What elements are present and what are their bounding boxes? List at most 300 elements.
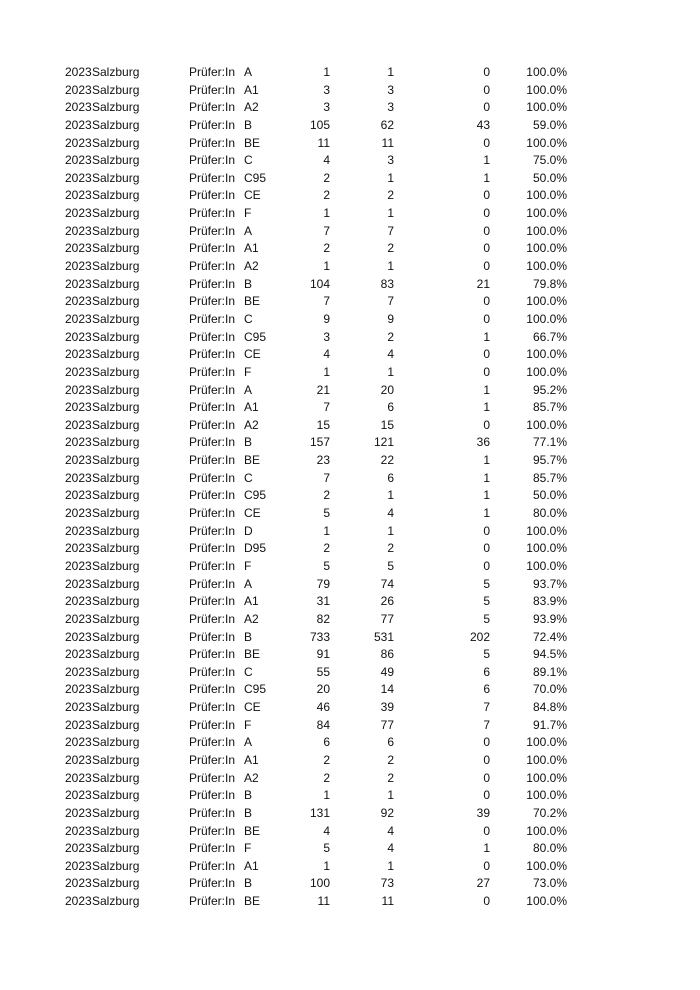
passed-cell: 1	[387, 170, 394, 185]
year-cell: 2023	[65, 188, 92, 203]
table-row	[0, 540, 700, 558]
license-class-cell: A	[244, 223, 253, 238]
table-row	[0, 293, 700, 311]
table-row	[0, 593, 700, 611]
role-cell: Prüfer:In	[189, 664, 236, 679]
year-cell: 2023	[65, 347, 92, 362]
license-class-cell: B	[244, 117, 253, 132]
role-cell: Prüfer:In	[189, 488, 236, 503]
total-cell: 2	[323, 170, 330, 185]
city-cell: Salzburg	[92, 311, 140, 326]
total-cell: 31	[316, 594, 330, 609]
passed-cell: 4	[387, 823, 394, 838]
city-cell: Salzburg	[92, 329, 140, 344]
passed-cell: 49	[380, 664, 394, 679]
table-row	[0, 258, 700, 276]
table-row	[0, 681, 700, 699]
pass-rate-cell: 100.0%	[526, 558, 567, 573]
total-cell: 79	[316, 576, 330, 591]
role-cell: Prüfer:In	[189, 558, 236, 573]
role-cell: Prüfer:In	[189, 541, 236, 556]
failed-cell: 5	[483, 594, 490, 609]
failed-cell: 7	[483, 700, 490, 715]
failed-cell: 0	[483, 523, 490, 538]
role-cell: Prüfer:In	[189, 611, 236, 626]
pass-rate-cell: 77.1%	[532, 435, 567, 450]
license-class-cell: CE	[244, 700, 261, 715]
failed-cell: 202	[469, 629, 490, 644]
year-cell: 2023	[65, 329, 92, 344]
passed-cell: 86	[380, 647, 394, 662]
failed-cell: 27	[476, 876, 490, 891]
passed-cell: 4	[387, 347, 394, 362]
pass-rate-cell: 79.8%	[532, 276, 567, 291]
city-cell: Salzburg	[92, 752, 140, 767]
license-class-cell: BE	[244, 294, 261, 309]
table-row	[0, 64, 700, 82]
year-cell: 2023	[65, 770, 92, 785]
failed-cell: 43	[476, 117, 490, 132]
license-class-cell: A2	[244, 611, 259, 626]
failed-cell: 1	[483, 170, 490, 185]
pass-rate-cell: 100.0%	[526, 894, 567, 909]
license-class-cell: B	[244, 805, 253, 820]
role-cell: Prüfer:In	[189, 594, 236, 609]
city-cell: Salzburg	[92, 82, 140, 97]
role-cell: Prüfer:In	[189, 188, 236, 203]
role-cell: Prüfer:In	[189, 364, 236, 379]
total-cell: 2	[323, 241, 330, 256]
table-row	[0, 893, 700, 911]
total-cell: 7	[323, 223, 330, 238]
total-cell: 3	[323, 82, 330, 97]
role-cell: Prüfer:In	[189, 805, 236, 820]
passed-cell: 1	[387, 488, 394, 503]
passed-cell: 531	[373, 629, 394, 644]
table-row	[0, 875, 700, 893]
pass-rate-cell: 100.0%	[526, 135, 567, 150]
role-cell: Prüfer:In	[189, 82, 236, 97]
failed-cell: 0	[483, 82, 490, 97]
city-cell: Salzburg	[92, 206, 140, 221]
city-cell: Salzburg	[92, 470, 140, 485]
year-cell: 2023	[65, 823, 92, 838]
role-cell: Prüfer:In	[189, 135, 236, 150]
city-cell: Salzburg	[92, 594, 140, 609]
pass-rate-cell: 100.0%	[526, 241, 567, 256]
year-cell: 2023	[65, 259, 92, 274]
pass-rate-cell: 66.7%	[532, 329, 567, 344]
passed-cell: 15	[380, 417, 394, 432]
license-class-cell: B	[244, 876, 253, 891]
total-cell: 1	[323, 259, 330, 274]
city-cell: Salzburg	[92, 576, 140, 591]
failed-cell: 0	[483, 241, 490, 256]
license-class-cell: A2	[244, 100, 259, 115]
table-row	[0, 434, 700, 452]
failed-cell: 1	[483, 841, 490, 856]
year-cell: 2023	[65, 629, 92, 644]
passed-cell: 1	[387, 65, 394, 79]
year-cell: 2023	[65, 506, 92, 521]
passed-cell: 1	[387, 259, 394, 274]
city-cell: Salzburg	[92, 541, 140, 556]
pass-rate-cell: 100.0%	[526, 735, 567, 750]
pass-rate-cell: 100.0%	[526, 858, 567, 873]
failed-cell: 0	[483, 752, 490, 767]
license-class-cell: A	[244, 65, 253, 79]
failed-cell: 0	[483, 894, 490, 909]
table-row	[0, 364, 700, 382]
table-row	[0, 152, 700, 170]
role-cell: Prüfer:In	[189, 717, 236, 732]
year-cell: 2023	[65, 523, 92, 538]
license-class-cell: A1	[244, 594, 259, 609]
total-cell: 82	[316, 611, 330, 626]
license-class-cell: B	[244, 435, 253, 450]
license-class-cell: CE	[244, 506, 261, 521]
year-cell: 2023	[65, 153, 92, 168]
total-cell: 20	[316, 682, 330, 697]
pass-rate-cell: 100.0%	[526, 294, 567, 309]
failed-cell: 0	[483, 65, 490, 79]
city-cell: Salzburg	[92, 382, 140, 397]
pass-rate-cell: 85.7%	[532, 400, 567, 415]
failed-cell: 21	[476, 276, 490, 291]
year-cell: 2023	[65, 82, 92, 97]
year-cell: 2023	[65, 453, 92, 468]
passed-cell: 1	[387, 364, 394, 379]
failed-cell: 0	[483, 206, 490, 221]
total-cell: 4	[323, 153, 330, 168]
failed-cell: 0	[483, 135, 490, 150]
license-class-cell: A1	[244, 858, 259, 873]
city-cell: Salzburg	[92, 117, 140, 132]
year-cell: 2023	[65, 170, 92, 185]
table-row	[0, 505, 700, 523]
table-row	[0, 646, 700, 664]
license-class-cell: F	[244, 364, 252, 379]
failed-cell: 0	[483, 823, 490, 838]
year-cell: 2023	[65, 717, 92, 732]
role-cell: Prüfer:In	[189, 523, 236, 538]
table-row	[0, 135, 700, 153]
license-class-cell: A1	[244, 752, 259, 767]
role-cell: Prüfer:In	[189, 506, 236, 521]
failed-cell: 1	[483, 506, 490, 521]
pass-rate-cell: 50.0%	[532, 488, 567, 503]
pass-rate-cell: 100.0%	[526, 417, 567, 432]
total-cell: 7	[323, 470, 330, 485]
city-cell: Salzburg	[92, 770, 140, 785]
passed-cell: 6	[387, 735, 394, 750]
year-cell: 2023	[65, 735, 92, 750]
total-cell: 2	[323, 541, 330, 556]
city-cell: Salzburg	[92, 611, 140, 626]
role-cell: Prüfer:In	[189, 841, 236, 856]
failed-cell: 0	[483, 735, 490, 750]
passed-cell: 2	[387, 241, 394, 256]
passed-cell: 83	[380, 276, 394, 291]
year-cell: 2023	[65, 65, 92, 79]
city-cell: Salzburg	[92, 453, 140, 468]
year-cell: 2023	[65, 894, 92, 909]
license-class-cell: F	[244, 558, 252, 573]
city-cell: Salzburg	[92, 506, 140, 521]
failed-cell: 6	[483, 682, 490, 697]
pass-rate-cell: 100.0%	[526, 206, 567, 221]
passed-cell: 73	[380, 876, 394, 891]
failed-cell: 0	[483, 364, 490, 379]
year-cell: 2023	[65, 294, 92, 309]
pass-rate-cell: 72.4%	[532, 629, 567, 644]
pass-rate-cell: 91.7%	[532, 717, 567, 732]
year-cell: 2023	[65, 611, 92, 626]
passed-cell: 3	[387, 82, 394, 97]
license-class-cell: BE	[244, 823, 261, 838]
total-cell: 1	[323, 65, 330, 79]
city-cell: Salzburg	[92, 788, 140, 803]
role-cell: Prüfer:In	[189, 858, 236, 873]
role-cell: Prüfer:In	[189, 700, 236, 715]
license-class-cell: BE	[244, 647, 261, 662]
table-row	[0, 470, 700, 488]
table-row	[0, 840, 700, 858]
passed-cell: 4	[387, 506, 394, 521]
license-class-cell: B	[244, 788, 253, 803]
passed-cell: 6	[387, 470, 394, 485]
license-class-cell: BE	[244, 894, 261, 909]
city-cell: Salzburg	[92, 188, 140, 203]
total-cell: 2	[323, 752, 330, 767]
total-cell: 157	[309, 435, 330, 450]
city-cell: Salzburg	[92, 717, 140, 732]
year-cell: 2023	[65, 276, 92, 291]
year-cell: 2023	[65, 488, 92, 503]
year-cell: 2023	[65, 470, 92, 485]
failed-cell: 0	[483, 223, 490, 238]
year-cell: 2023	[65, 752, 92, 767]
license-class-cell: D	[244, 523, 253, 538]
year-cell: 2023	[65, 400, 92, 415]
total-cell: 3	[323, 329, 330, 344]
year-cell: 2023	[65, 364, 92, 379]
city-cell: Salzburg	[92, 100, 140, 115]
passed-cell: 74	[380, 576, 394, 591]
passed-cell: 14	[380, 682, 394, 697]
table-row	[0, 629, 700, 647]
pass-rate-cell: 100.0%	[526, 65, 567, 79]
year-cell: 2023	[65, 576, 92, 591]
city-cell: Salzburg	[92, 241, 140, 256]
table-row	[0, 752, 700, 770]
role-cell: Prüfer:In	[189, 576, 236, 591]
role-cell: Prüfer:In	[189, 435, 236, 450]
pass-rate-cell: 70.0%	[532, 682, 567, 697]
pass-rate-cell: 80.0%	[532, 841, 567, 856]
failed-cell: 0	[483, 294, 490, 309]
table-row	[0, 417, 700, 435]
city-cell: Salzburg	[92, 488, 140, 503]
pass-rate-cell: 100.0%	[526, 259, 567, 274]
city-cell: Salzburg	[92, 629, 140, 644]
pass-rate-cell: 100.0%	[526, 311, 567, 326]
passed-cell: 11	[381, 135, 394, 150]
failed-cell: 1	[483, 329, 490, 344]
license-class-cell: C	[244, 153, 253, 168]
passed-cell: 1	[387, 858, 394, 873]
failed-cell: 0	[483, 788, 490, 803]
pass-rate-cell: 93.9%	[532, 611, 567, 626]
pass-rate-cell: 85.7%	[532, 470, 567, 485]
year-cell: 2023	[65, 311, 92, 326]
license-class-cell: B	[244, 629, 253, 644]
role-cell: Prüfer:In	[189, 682, 236, 697]
table-row	[0, 382, 700, 400]
city-cell: Salzburg	[92, 364, 140, 379]
passed-cell: 3	[387, 153, 394, 168]
role-cell: Prüfer:In	[189, 735, 236, 750]
passed-cell: 7	[387, 223, 394, 238]
table-row	[0, 611, 700, 629]
table-row	[0, 805, 700, 823]
total-cell: 91	[316, 647, 330, 662]
city-cell: Salzburg	[92, 523, 140, 538]
pass-rate-cell: 100.0%	[526, 82, 567, 97]
total-cell: 6	[323, 735, 330, 750]
role-cell: Prüfer:In	[189, 823, 236, 838]
city-cell: Salzburg	[92, 647, 140, 662]
year-cell: 2023	[65, 558, 92, 573]
pass-rate-cell: 100.0%	[526, 347, 567, 362]
pass-rate-cell: 94.5%	[532, 647, 567, 662]
year-cell: 2023	[65, 594, 92, 609]
table-row	[0, 523, 700, 541]
table-row	[0, 117, 700, 135]
pass-rate-cell: 100.0%	[526, 523, 567, 538]
pass-rate-cell: 100.0%	[526, 752, 567, 767]
license-class-cell: A	[244, 382, 253, 397]
city-cell: Salzburg	[92, 682, 140, 697]
pass-rate-cell: 84.8%	[532, 700, 567, 715]
table-row	[0, 823, 700, 841]
license-class-cell: B	[244, 276, 253, 291]
passed-cell: 4	[387, 841, 394, 856]
city-cell: Salzburg	[92, 858, 140, 873]
total-cell: 7	[323, 400, 330, 415]
role-cell: Prüfer:In	[189, 153, 236, 168]
failed-cell: 1	[483, 470, 490, 485]
role-cell: Prüfer:In	[189, 206, 236, 221]
license-class-cell: D95	[244, 541, 267, 556]
role-cell: Prüfer:In	[189, 876, 236, 891]
total-cell: 100	[309, 876, 330, 891]
pass-rate-cell: 100.0%	[526, 823, 567, 838]
role-cell: Prüfer:In	[189, 629, 236, 644]
failed-cell: 7	[483, 717, 490, 732]
passed-cell: 121	[373, 435, 394, 450]
license-class-cell: F	[244, 841, 252, 856]
city-cell: Salzburg	[92, 400, 140, 415]
table-row	[0, 699, 700, 717]
role-cell: Prüfer:In	[189, 752, 236, 767]
role-cell: Prüfer:In	[189, 65, 236, 79]
total-cell: 9	[323, 311, 330, 326]
table-row	[0, 576, 700, 594]
table-row	[0, 487, 700, 505]
failed-cell: 0	[483, 558, 490, 573]
role-cell: Prüfer:In	[189, 400, 236, 415]
table-row	[0, 187, 700, 205]
city-cell: Salzburg	[92, 223, 140, 238]
year-cell: 2023	[65, 664, 92, 679]
total-cell: 2	[323, 188, 330, 203]
failed-cell: 0	[483, 100, 490, 115]
role-cell: Prüfer:In	[189, 347, 236, 362]
license-class-cell: A1	[244, 241, 259, 256]
role-cell: Prüfer:In	[189, 311, 236, 326]
failed-cell: 39	[476, 805, 490, 820]
total-cell: 1	[323, 523, 330, 538]
pass-rate-cell: 100.0%	[526, 188, 567, 203]
year-cell: 2023	[65, 858, 92, 873]
failed-cell: 1	[483, 153, 490, 168]
passed-cell: 39	[380, 700, 394, 715]
total-cell: 15	[316, 417, 330, 432]
failed-cell: 1	[483, 488, 490, 503]
role-cell: Prüfer:In	[189, 417, 236, 432]
table-row	[0, 170, 700, 188]
license-class-cell: A2	[244, 770, 259, 785]
pass-rate-cell: 100.0%	[526, 364, 567, 379]
total-cell: 5	[323, 558, 330, 573]
license-class-cell: CE	[244, 347, 261, 362]
city-cell: Salzburg	[92, 153, 140, 168]
role-cell: Prüfer:In	[189, 329, 236, 344]
pass-rate-cell: 95.2%	[532, 382, 567, 397]
pass-rate-cell: 100.0%	[526, 223, 567, 238]
year-cell: 2023	[65, 135, 92, 150]
passed-cell: 62	[380, 117, 394, 132]
pass-rate-cell: 73.0%	[532, 876, 567, 891]
failed-cell: 1	[483, 400, 490, 415]
total-cell: 104	[309, 276, 330, 291]
failed-cell: 0	[483, 858, 490, 873]
city-cell: Salzburg	[92, 841, 140, 856]
license-class-cell: BE	[244, 135, 261, 150]
total-cell: 1	[323, 788, 330, 803]
city-cell: Salzburg	[92, 805, 140, 820]
failed-cell: 0	[483, 188, 490, 203]
role-cell: Prüfer:In	[189, 647, 236, 662]
role-cell: Prüfer:In	[189, 223, 236, 238]
passed-cell: 1	[387, 788, 394, 803]
year-cell: 2023	[65, 206, 92, 221]
city-cell: Salzburg	[92, 823, 140, 838]
year-cell: 2023	[65, 117, 92, 132]
total-cell: 1	[323, 858, 330, 873]
table-row	[0, 311, 700, 329]
passed-cell: 92	[380, 805, 394, 820]
failed-cell: 0	[483, 417, 490, 432]
license-class-cell: C	[244, 470, 253, 485]
failed-cell: 0	[483, 347, 490, 362]
city-cell: Salzburg	[92, 170, 140, 185]
city-cell: Salzburg	[92, 876, 140, 891]
city-cell: Salzburg	[92, 735, 140, 750]
table-row	[0, 346, 700, 364]
license-class-cell: A2	[244, 417, 259, 432]
